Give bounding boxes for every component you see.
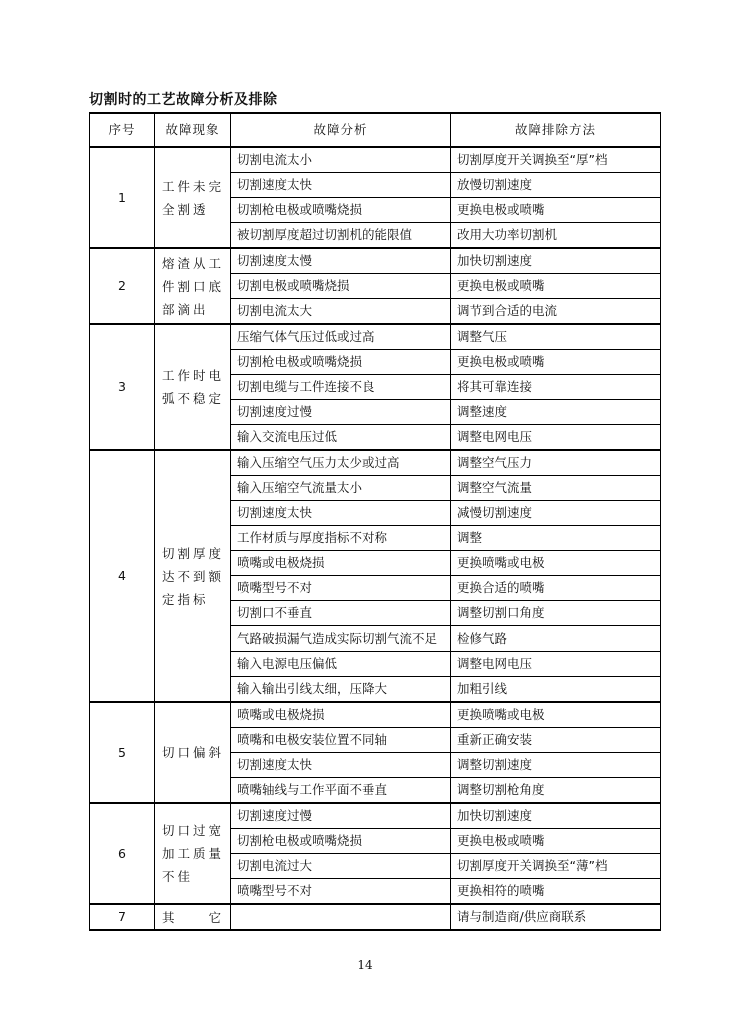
cell-fix: 加快切割速度 (451, 248, 661, 274)
cell-fix: 调整空气流量 (451, 476, 661, 501)
cell-fix: 调整切割口角度 (451, 601, 661, 626)
cell-fix: 切割厚度开关调换至“厚”档 (451, 147, 661, 173)
cell-analysis: 输入压缩空气压力太少或过高 (231, 450, 451, 476)
cell-fix: 调整空气压力 (451, 450, 661, 476)
cell-analysis: 喷嘴和电极安装位置不同轴 (231, 728, 451, 753)
cell-analysis: 切割速度太快 (231, 753, 451, 778)
cell-analysis: 切割速度太快 (231, 501, 451, 526)
cell-analysis: 切割电极或喷嘴烧损 (231, 274, 451, 299)
cell-fix: 更换相符的喷嘴 (451, 879, 661, 905)
cell-fix: 将其可靠连接 (451, 375, 661, 400)
page-number: 14 (357, 958, 373, 972)
cell-fix: 调整电网电压 (451, 425, 661, 451)
cell-fix: 更换喷嘴或电极 (451, 551, 661, 576)
table-header-row (90, 113, 661, 147)
cell-fix: 重新正确安装 (451, 728, 661, 753)
cell-analysis: 输入压缩空气流量太小 (231, 476, 451, 501)
cell-fix: 加快切割速度 (451, 803, 661, 829)
table-row (90, 248, 661, 274)
table-row (90, 324, 661, 350)
cell-phenomenon: 工件未完全割透 (155, 147, 231, 248)
cell-fix: 调整切割速度 (451, 753, 661, 778)
table-row (90, 803, 661, 829)
cell-index: 1 (90, 147, 155, 248)
cell-fix: 检修气路 (451, 626, 661, 652)
cell-fix: 改用大功率切割机 (451, 223, 661, 249)
cell-analysis: 输入电源电压偏低 (231, 652, 451, 677)
table-body (90, 147, 661, 930)
cell-analysis: 切割电缆与工件连接不良 (231, 375, 451, 400)
table-row (90, 702, 661, 728)
table-row (90, 450, 661, 476)
cell-fix: 更换合适的喷嘴 (451, 576, 661, 601)
cell-fix: 更换电极或喷嘴 (451, 829, 661, 854)
cell-analysis: 喷嘴型号不对 (231, 576, 451, 601)
cell-index: 6 (90, 803, 155, 904)
cell-fix: 请与制造商/供应商联系 (451, 904, 661, 930)
cell-analysis: 切割电流过大 (231, 854, 451, 879)
cell-analysis: 切割枪电极或喷嘴烧损 (231, 350, 451, 375)
cell-index: 3 (90, 324, 155, 450)
cell-analysis: 切割口不垂直 (231, 601, 451, 626)
cell-analysis: 喷嘴轴线与工作平面不垂直 (231, 778, 451, 804)
cell-fix: 加粗引线 (451, 677, 661, 703)
cell-analysis: 切割速度过慢 (231, 400, 451, 425)
cell-analysis: 工作材质与厚度指标不对称 (231, 526, 451, 551)
cell-analysis: 切割枪电极或喷嘴烧损 (231, 829, 451, 854)
cell-index: 7 (90, 904, 155, 930)
cell-phenomenon: 工作时电弧不稳定 (155, 324, 231, 450)
cell-analysis: 切割枪电极或喷嘴烧损 (231, 198, 451, 223)
cell-index: 4 (90, 450, 155, 702)
cell-fix: 更换电极或喷嘴 (451, 274, 661, 299)
cell-analysis: 喷嘴或电极烧损 (231, 702, 451, 728)
cell-analysis: 切割速度过慢 (231, 803, 451, 829)
header-phenomenon: 故障现象 (155, 113, 231, 147)
cell-phenomenon: 切口偏斜 (155, 702, 231, 803)
cell-fix: 调整切割枪角度 (451, 778, 661, 804)
cell-fix: 放慢切割速度 (451, 173, 661, 198)
cell-analysis: 被切割厚度超过切割机的能限值 (231, 223, 451, 249)
table-row (90, 147, 661, 173)
cell-analysis: 切割速度太慢 (231, 248, 451, 274)
cell-fix: 调整电网电压 (451, 652, 661, 677)
header-analysis: 故障分析 (231, 113, 451, 147)
cell-analysis: 输入输出引线太细，压降大 (231, 677, 451, 703)
table-title: 切割时的工艺故障分析及排除 (89, 92, 278, 108)
cell-index: 5 (90, 702, 155, 803)
cell-analysis: 压缩气体气压过低或过高 (231, 324, 451, 350)
cell-phenomenon: 熔渣从工件割口底部滴出 (155, 248, 231, 324)
cell-analysis: 喷嘴或电极烧损 (231, 551, 451, 576)
fault-table (89, 112, 661, 931)
cell-analysis: 输入交流电压过低 (231, 425, 451, 451)
cell-analysis (231, 904, 451, 930)
cell-fix: 减慢切割速度 (451, 501, 661, 526)
cell-analysis: 切割电流太小 (231, 147, 451, 173)
cell-analysis: 切割速度太快 (231, 173, 451, 198)
cell-index: 2 (90, 248, 155, 324)
cell-analysis: 气路破损漏气造成实际切割气流不足 (231, 626, 451, 652)
table-row (90, 904, 661, 930)
cell-phenomenon: 切口过宽加工质量不佳 (155, 803, 231, 904)
cell-fix: 切割厚度开关调换至“薄”档 (451, 854, 661, 879)
cell-fix: 更换电极或喷嘴 (451, 198, 661, 223)
header-index: 序号 (90, 113, 155, 147)
cell-fix: 调节到合适的电流 (451, 299, 661, 325)
cell-fix: 调整速度 (451, 400, 661, 425)
header-fix: 故障排除方法 (451, 113, 661, 147)
cell-analysis: 切割电流太大 (231, 299, 451, 325)
cell-analysis: 喷嘴型号不对 (231, 879, 451, 905)
cell-phenomenon: 切割厚度达不到额定指标 (155, 450, 231, 702)
cell-fix: 更换电极或喷嘴 (451, 350, 661, 375)
cell-fix: 调整 (451, 526, 661, 551)
cell-phenomenon: 其 它 (155, 904, 231, 930)
cell-fix: 调整气压 (451, 324, 661, 350)
cell-fix: 更换喷嘴或电极 (451, 702, 661, 728)
